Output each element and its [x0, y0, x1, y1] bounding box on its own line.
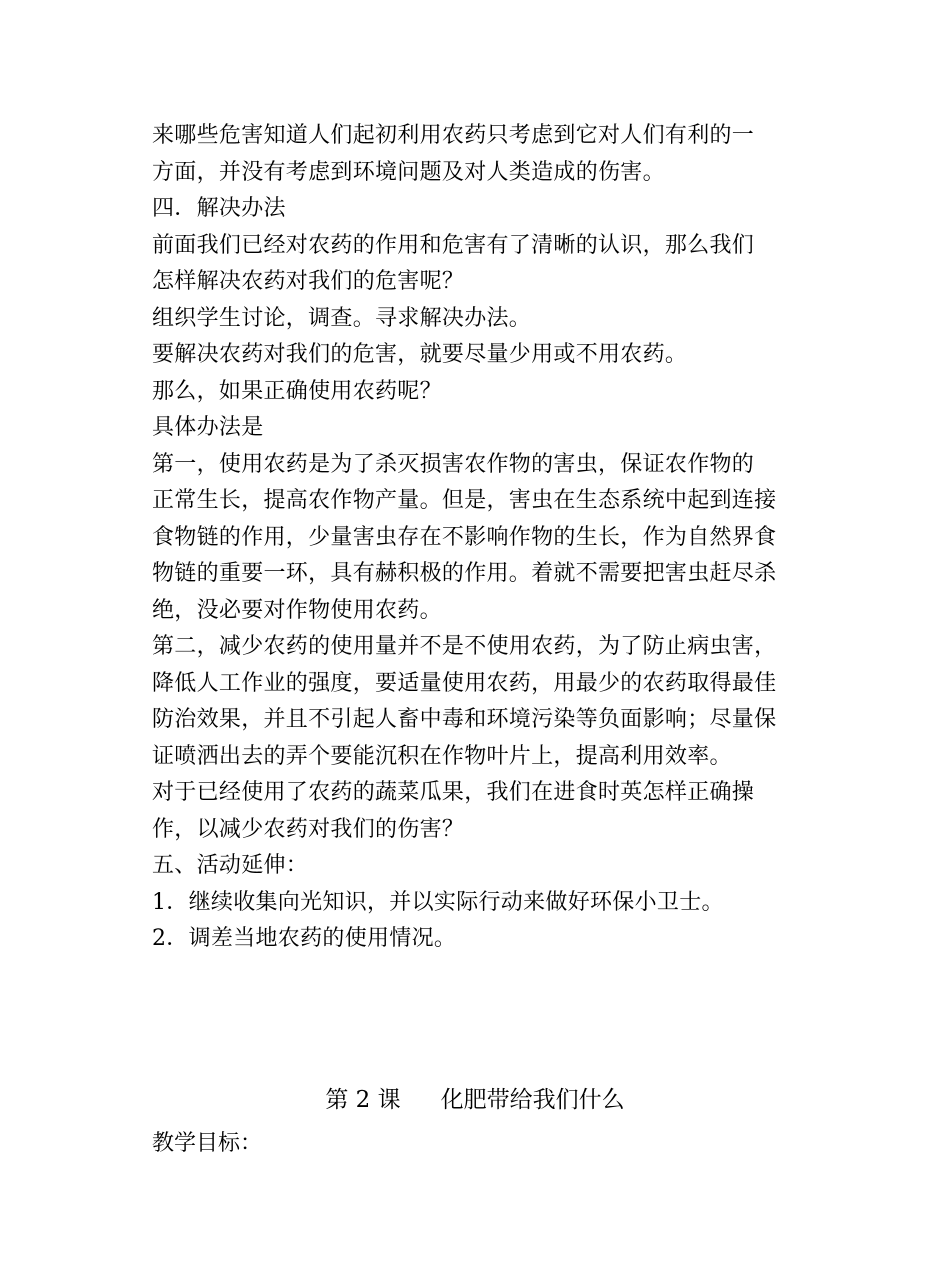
text-line: 组织学生讨论，调查。寻求解决办法。	[152, 305, 532, 331]
text-line: 那么，如果正确使用农药呢？	[152, 378, 442, 404]
text-line: 来哪些危害知道人们起初利用农药只考虑到它对人们有利的一	[152, 123, 755, 148]
text-line: 证喷洒出去的弄个要能沉积在作物叶片上，提高利用效率。	[152, 743, 732, 769]
list-item: 1．继续收集向光知识，并以实际行动来做好环保小卫士。	[152, 889, 724, 915]
text-line: 第一，使用农药是为了杀灭损害农作物的害虫，保证农作物的	[152, 451, 755, 477]
teaching-goals-heading: 教学目标：	[152, 1131, 263, 1156]
list-item: 2．调差当地农药的使用情况。	[152, 926, 457, 951]
text-line: 物链的重要一环，具有赫积极的作用。着就不需要把害虫赶尽杀	[152, 561, 777, 586]
text-line: 对于已经使用了农药的蔬菜瓜果，我们在进食时英怎样正确操	[152, 780, 755, 805]
text-line: 防治效果，并且不引起人畜中毒和环境污染等负面影响；尽量保	[152, 707, 777, 732]
text-line: 方面，并没有考虑到环境问题及对人类造成的伤害。	[152, 159, 665, 185]
text-line: 绝，没必要对作物使用农药。	[152, 597, 442, 623]
text-line: 第二，减少农药的使用量并不是不使用农药，为了防止病虫害，	[152, 634, 777, 659]
text-line: 降低人工作业的强度，要适量使用农药，用最少的农药取得最佳	[152, 670, 777, 696]
lesson-title: 化肥带给我们什么	[440, 1087, 625, 1113]
text-line: 食物链的作用，少量害虫存在不影响作物的生长，作为自然界食	[152, 524, 777, 550]
text-line: 正常生长，提高农作物产量。但是，害虫在生态系统中起到连接	[152, 488, 777, 513]
lesson-number: 第 2 课	[325, 1087, 401, 1113]
lesson-heading	[0, 1080, 950, 1120]
text-line: 怎样解决农药对我们的危害呢？	[152, 269, 465, 294]
body-text	[152, 118, 812, 958]
section-heading-extension: 五、活动延伸：	[152, 853, 309, 878]
text-line: 具体办法是	[152, 415, 264, 440]
text-line: 作，以减少农药对我们的伤害？	[152, 816, 465, 842]
text-line: 要解决农药对我们的危害，就要尽量少用或不用农药。	[152, 342, 688, 367]
text-line: 前面我们已经对农药的作用和危害有了清晰的认识，那么我们	[152, 232, 755, 258]
section-heading-solutions: 四．解决办法	[152, 196, 286, 221]
